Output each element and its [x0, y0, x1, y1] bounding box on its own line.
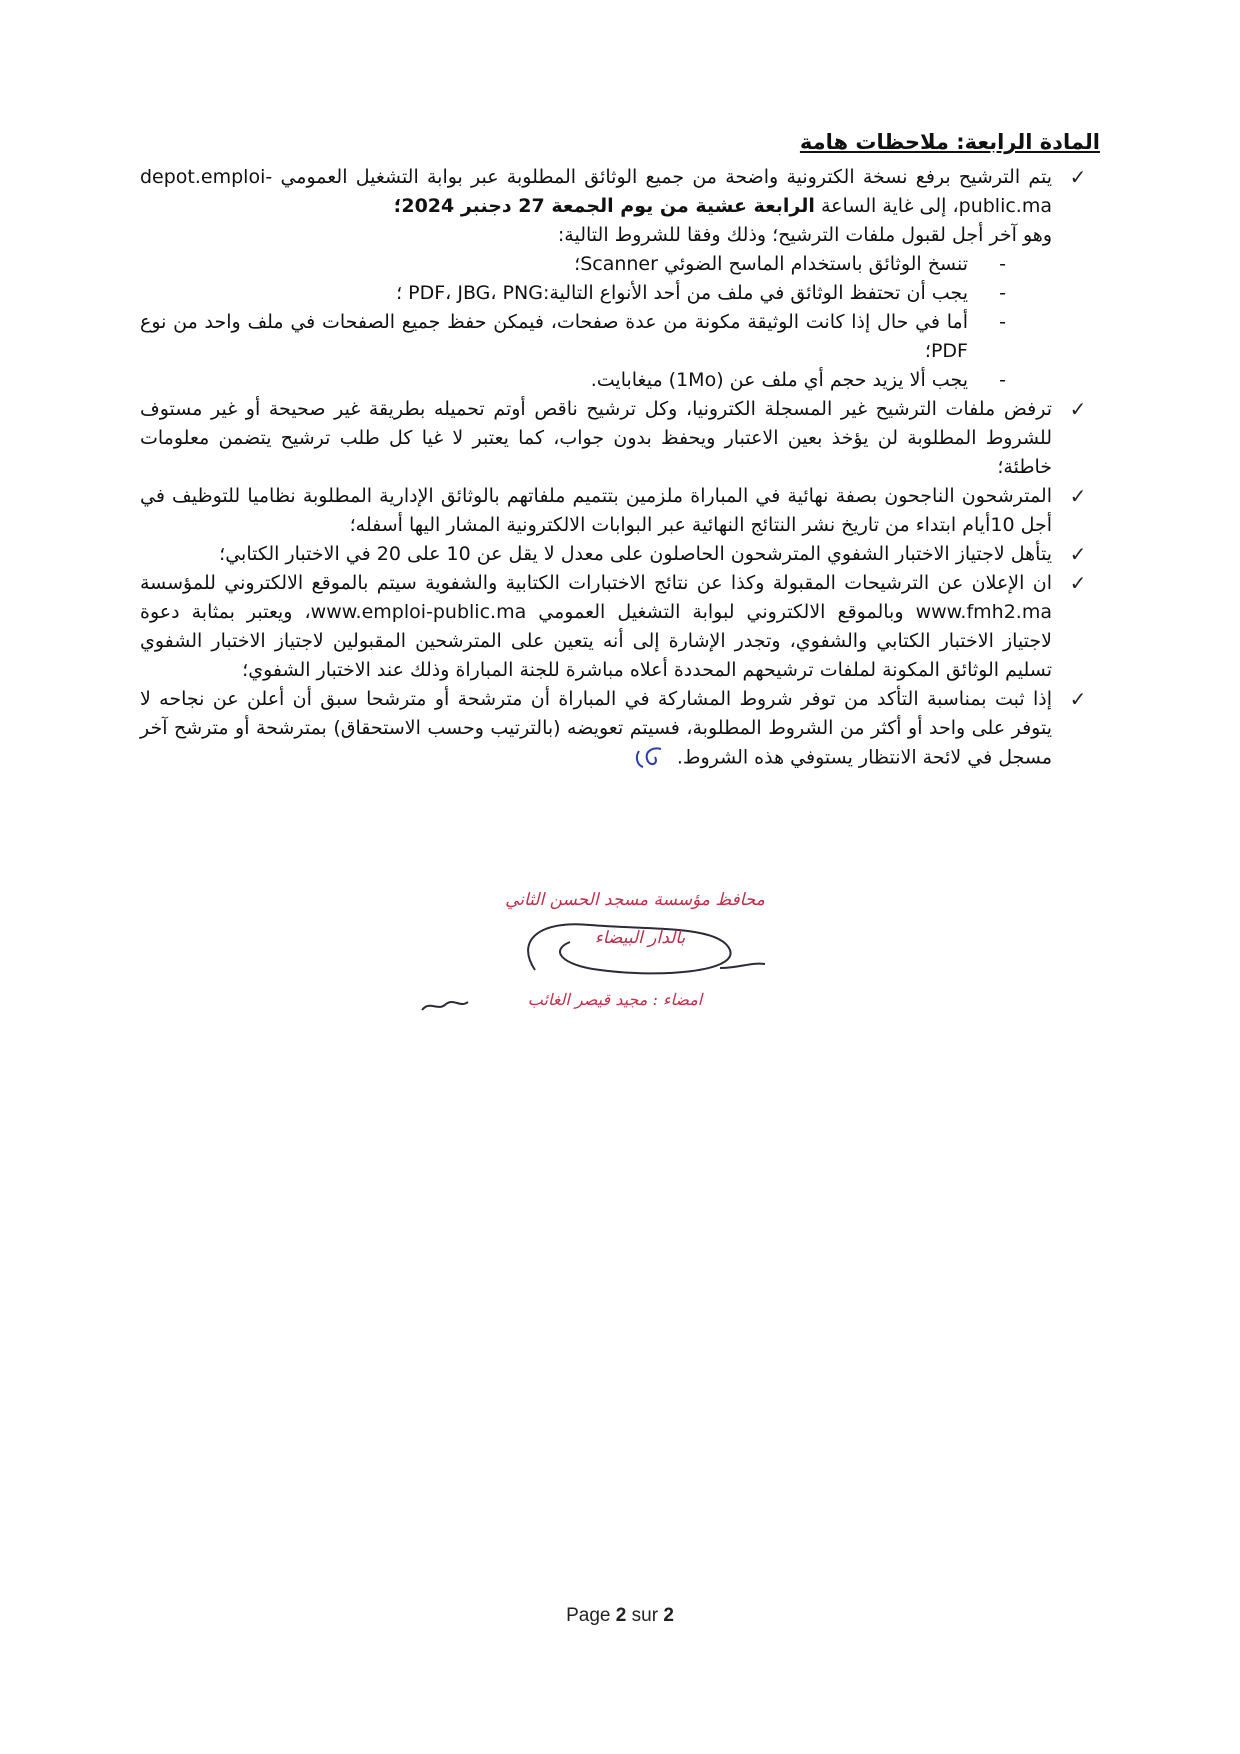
checkmark-icon: ✓	[1069, 687, 1087, 711]
list-item-rejection: ✓ ترفض ملفات الترشيح غير المسجلة الكترونيا، وكل ترشيح ناقص أوتم تحميله بطريقة غير صحيحة أو غير مستوف للشروط المطلوبة لن يؤخذ بعين الاعتبار ويحفظ بدون جواب، كما يعتبر لا غيا كل طلب ترشيح يتضمن معلومات خاطئة؛	[140, 395, 1092, 482]
list-item-announcements: ✓ ان الإعلان عن الترشيحات المقبولة وكذا عن نتائج الاختبارات الكتابية والشفوية سيتم بالموقع الالكتروني للمؤسسة www.fmh2.ma وبالموقع الالكتروني لبوابة التشغيل العمومي www.emploi-public.ma، ويعتبر بمثابة دعوة لاجتياز الاختبار الكتابي والشفوي، وتجدر الإشارة إلى أنه يتعين على المترشحين المقبولين لاجتياز الاختبار الشفوي تسليم الوثائق المكونة لملفات ترشيحهم المحددة أعلاه مباشرة للجنة المباراة وذلك عند الاختبار الشفوي؛	[140, 569, 1092, 685]
official-stamp	[420, 880, 820, 1030]
of-word: sur	[631, 1605, 659, 1626]
list-item-replacement: ✓ إذا ثبت بمناسبة التأكد من توفر شروط المشاركة في المباراة أن مترشحة أو مترشحا سبق أن أعلن عن نجاحه لا يتوفر على واحد أو أكثر من الشروط المطلوبة، فسيتم تعويضه (بالترتيب وحسب الاستحقاق) بمترشحة أو مترشح آخر مسجل في لائحة الانتظار يستوفي هذه الشروط.	[140, 685, 1092, 773]
checkmark-icon: ✓	[1069, 571, 1087, 595]
deadline-text: الرابعة عشية من يوم الجمعة 27 دجنبر 2024؛	[393, 195, 815, 217]
article-heading: المادة الرابعة: ملاحظات هامة	[799, 130, 1100, 154]
list-item-submission: ✓ يتم الترشيح برفع نسخة الكترونية واضحة من جميع الوثائق المطلوبة عبر بوابة التشغيل العمومي depot.emploi-public.ma، إلى غاية الساعة الرابعة عشية من يوم الجمعة 27 دجنبر 2024؛ وهو آخر أجل لقبول ملفات الترشيح؛ وذلك وفقا للشروط التالية: - تنسخ الوثائق باستخدام الماسح الضوئي Scanner؛ - يجب أن تحتفظ الوثائق في ملف من أحد الأنواع التالية:PDF، JBG، PNG ؛ - أما في حال إذا كانت الوثيقة مكونة من عدة صفحات، فيمكن حفظ جميع الصفحات في ملف واحد من نوع PDF؛ - يجب ألا يزيد حجم أي ملف عن (1Mo) ميغابايت.	[140, 163, 1092, 395]
sub-item-scanner: - تنسخ الوثائق باستخدام الماسح الضوئي Scanner؛	[574, 253, 1006, 275]
list-item-oral-eligibility: ✓ يتأهل لاجتياز الاختبار الشفوي المترشحون الحاصلون على معدل لا يقل عن 10 على 20 في الاختبار الكتابي؛	[140, 540, 1092, 569]
sub-item-file-types: - يجب أن تحتفظ الوثائق في ملف من أحد الأنواع التالية:PDF، JBG، PNG ؛	[396, 282, 1006, 304]
page-word: Page	[566, 1605, 611, 1626]
portal-link[interactable]: depot.emploi-public.ma	[140, 166, 1052, 217]
conditions-intro: وهو آخر أجل لقبول ملفات الترشيح؛ وذلك وفقا للشروط التالية:	[557, 224, 1052, 246]
stamp-city: بالدار البيضاء	[594, 928, 686, 948]
stamp-title: محافظ مؤسسة مسجد الحسن الثاني	[505, 890, 765, 910]
institution-website-link[interactable]: www.fmh2.ma	[915, 601, 1052, 623]
public-portal-link[interactable]: www.emploi-public.ma	[310, 601, 527, 623]
sub-item-multipage: - أما في حال إذا كانت الوثيقة مكونة من عدة صفحات، فيمكن حفظ جميع الصفحات في ملف واحد من نوع PDF؛	[140, 311, 1006, 362]
checkmark-icon: ✓	[1069, 165, 1087, 189]
checkmark-icon: ✓	[1069, 542, 1087, 566]
initials-mark	[631, 743, 671, 773]
checkmark-icon: ✓	[1069, 397, 1087, 421]
checkmark-icon: ✓	[1069, 484, 1087, 508]
page-current: 2	[615, 1605, 627, 1626]
article-body	[140, 128, 1100, 773]
page-total: 2	[663, 1605, 674, 1626]
stamp-signatory: امضاء : مجيد قيصر الغائب	[527, 990, 703, 1009]
list-item-successful-candidates: ✓ المترشحون الناجحون بصفة نهائية في المباراة ملزمين بتتميم ملفاتهم بالوثائق الإدارية المطلوبة نظاميا للتوظيف في أجل 10أيام ابتداء من تاريخ نشر النتائج النهائية عبر البوابات الالكترونية المشار اليها أسفله؛	[140, 482, 1092, 540]
sub-item-file-size: - يجب ألا يزيد حجم أي ملف عن (1Mo) ميغابايت.	[590, 369, 1006, 391]
page-footer	[0, 1605, 1240, 1627]
